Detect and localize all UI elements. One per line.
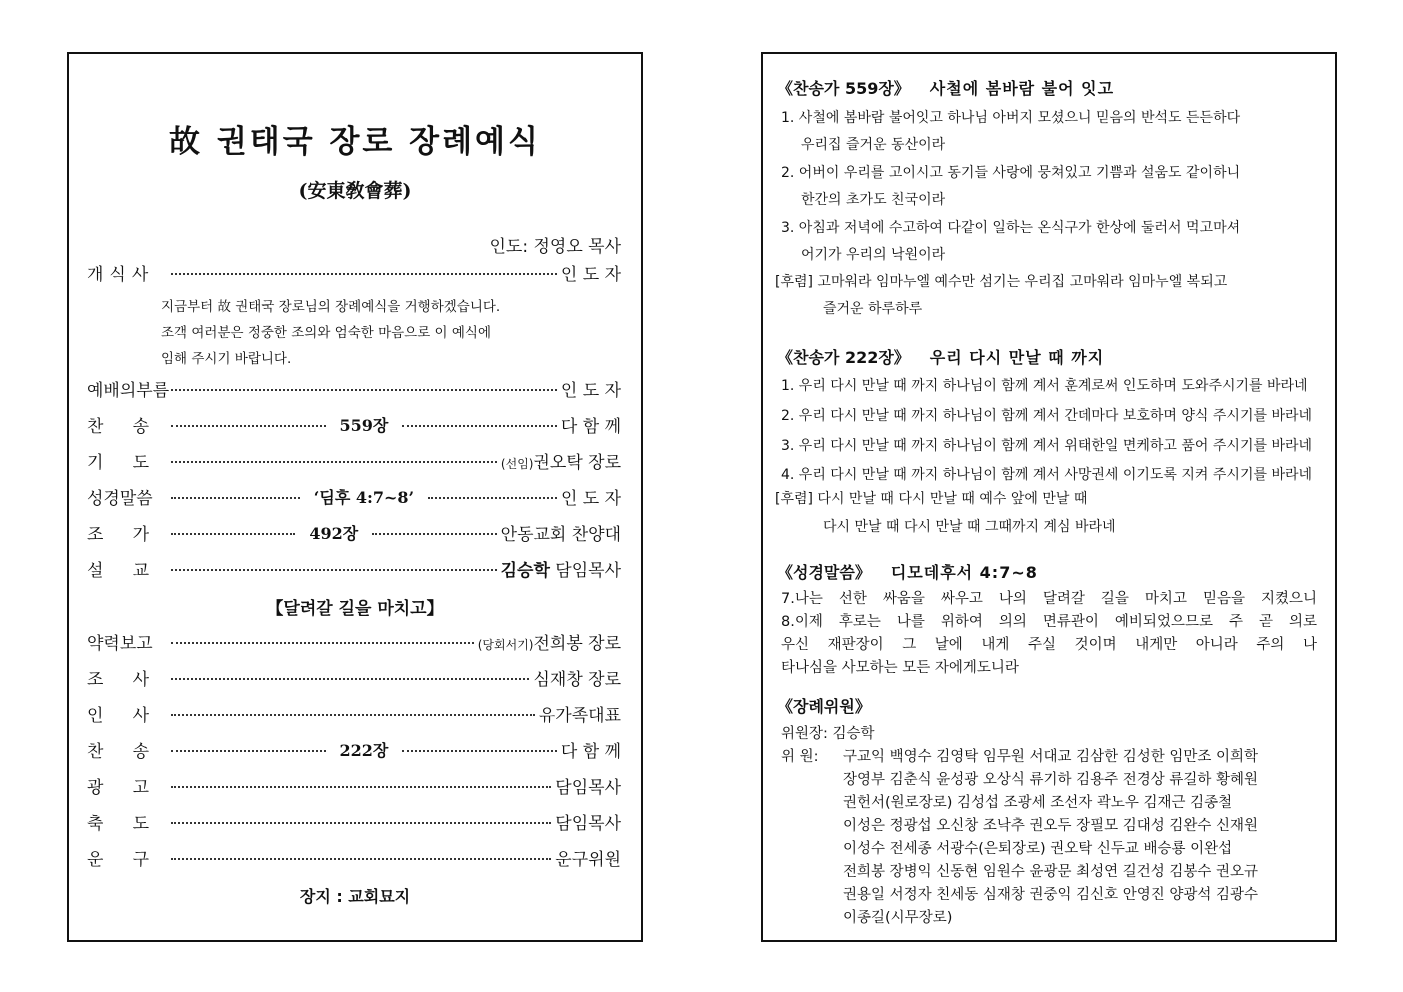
- preacher-name: 김승학: [500, 560, 550, 581]
- program-label-char: 사: [132, 669, 149, 690]
- program-person: [501, 448, 621, 473]
- leader-dots: [171, 425, 326, 427]
- scripture-reference: 디모데후서 4:7~8: [890, 563, 1038, 582]
- leader-dots: [171, 822, 551, 824]
- order-of-service-panel: [67, 52, 643, 942]
- hymn-number-label: 《찬송가 222장》: [777, 348, 910, 367]
- hymn-verse-line: 1. 사철에 봄바람 불어잇고 하나님 아버지 모셨으니 믿음의 반석도 든든하다: [781, 110, 1241, 126]
- program-person: 인 도 자: [560, 264, 621, 285]
- committee-members-label: [781, 745, 819, 766]
- program-label-char: 운: [87, 849, 104, 870]
- hymn-verse-line: 3. 우리 다시 만날 때 까지 하나님이 함께 계서 위태한일 면케하고 품어 주시기를 바라네: [781, 438, 1313, 454]
- committee-member-line: 이성은 정광섭 오신창 조낙추 권오두 장필모 김대성 김완수 신재원: [843, 818, 1259, 834]
- leader-dots: [171, 750, 326, 752]
- hymn-verse-line: 한간의 초가도 친국이라: [801, 192, 946, 208]
- program-person: [478, 629, 621, 654]
- hymn-title: 사철에 봄바람 불어 잇고: [929, 79, 1115, 98]
- program-label-char: 기: [87, 452, 104, 473]
- program-row: [87, 699, 621, 727]
- leader-dots: [171, 273, 557, 275]
- leader-dots: [171, 533, 295, 535]
- hymn-559-heading: [777, 76, 1114, 99]
- committee-member-line: 구교익 백영수 김영탁 임무원 서대교 김삼한 김성한 임만조 이희학: [843, 749, 1259, 765]
- leader-dots: [171, 389, 557, 391]
- committee-member-line: 권용일 서정자 친세동 심재창 권중익 김신호 안영진 양광석 김광수: [843, 887, 1259, 903]
- program-label-char: 고: [132, 777, 149, 798]
- program-row: [87, 843, 621, 871]
- leader-dots: [171, 497, 300, 499]
- program-row: [87, 374, 621, 402]
- program-row-opening: [87, 258, 621, 286]
- program-person: 담임목사: [555, 813, 621, 834]
- program-row: [87, 807, 621, 835]
- hymn-222-heading: [777, 345, 1104, 368]
- scripture-line: 7.나는 선한 싸움을 싸우고 나의 달려갈 길을 마치고 믿음을 지켰으니: [781, 591, 1317, 607]
- program-row: [87, 482, 621, 510]
- program-label: [87, 556, 149, 581]
- program-label-char: 축: [87, 813, 104, 834]
- officiant-line: 인도: 정영오 목사: [489, 237, 621, 257]
- leader-dots: [171, 642, 474, 644]
- scripture-line: 우신 재판장이 그 날에 내게 주실 것이며 내게만 아니라 주의 나: [781, 637, 1317, 653]
- program-person: 운구위원: [555, 849, 621, 870]
- program-label-char: 사: [132, 705, 149, 726]
- scripture-heading: [777, 560, 1038, 583]
- leader-dots: [372, 533, 496, 535]
- program-row: [87, 735, 621, 763]
- committee-member-line: 권헌서(원로장로) 김성섭 조광세 조선자 곽노우 김재근 김종철: [843, 795, 1233, 811]
- committee-chair-name: 김승학: [832, 726, 875, 742]
- program-person: 담임목사: [555, 777, 621, 798]
- program-label: 개식사: [87, 264, 155, 285]
- program-label: [87, 845, 149, 870]
- program-label: 약력보고: [87, 633, 153, 654]
- program-label-char: 교: [132, 560, 149, 581]
- person-name: 권오탁 장로: [533, 452, 621, 473]
- opening-statement-line: 임해 주시기 바랍니다.: [161, 351, 292, 367]
- committee-member-line: 장영부 김춘식 윤성광 오상식 류기하 김용주 전경상 류길하 황혜원: [843, 772, 1259, 788]
- program-label-char: 조: [87, 669, 104, 690]
- committee-chair-row: [781, 722, 875, 743]
- program-hymn-number: 559장: [339, 415, 389, 435]
- program-label: [87, 809, 149, 834]
- program-row: [87, 627, 621, 655]
- committee-member-line: 전희봉 장병익 신동현 임원수 윤광문 최성연 길건성 김봉수 권오규: [843, 864, 1259, 880]
- program-label-char: 구: [132, 849, 149, 870]
- committee-heading: 《장례위원》: [777, 697, 871, 716]
- program-person: [501, 556, 621, 581]
- opening-statement-line: 조객 여러분은 정중한 조의와 엄숙한 마음으로 이 예식에: [161, 325, 491, 341]
- program-row: [87, 518, 621, 546]
- program-person: 유가족대표: [538, 705, 621, 726]
- program-label: [87, 773, 149, 798]
- leader-dots: [402, 425, 557, 427]
- committee-members-label-text: 위 원:: [781, 749, 819, 765]
- program-label: [87, 520, 149, 545]
- leader-dots: [171, 786, 551, 788]
- leader-dots: [171, 678, 529, 680]
- leader-dots: [402, 750, 557, 752]
- hymn-number-label: 《찬송가 559장》: [777, 79, 910, 98]
- hymn-verse-line: 3. 아침과 저녁에 수고하여 다같이 일하는 온식구가 한상에 둘러서 먹고마셔: [781, 220, 1241, 236]
- opening-statement: [161, 294, 500, 372]
- hymn-refrain-line: [후렴] 고마워라 임마누엘 예수만 섬기는 우리집 고마워라 임마누엘 복되고: [775, 274, 1228, 290]
- hymns-and-committee-panel: [761, 52, 1337, 942]
- program-label-char: 설: [87, 560, 104, 581]
- program-label: [87, 412, 149, 437]
- program-person: 다 함 께: [560, 416, 621, 437]
- program-label-char: 광: [87, 777, 104, 798]
- hymn-verse-line: 2. 우리 다시 만날 때 까지 하나님이 함께 계서 간데마다 보호하며 양식 주시기를 바라네: [781, 408, 1313, 424]
- program-person: 다 함 께: [560, 741, 621, 762]
- section-heading: 【달려갈 길을 마치고】: [266, 599, 444, 619]
- program-label-char: 도: [132, 452, 149, 473]
- scripture-label: 《성경말씀》: [777, 563, 871, 582]
- opening-statement-line: 지금부터 故 권태국 장로님의 장례예식을 거행하겠습니다.: [161, 299, 501, 315]
- leader-dots: [171, 569, 497, 571]
- scripture-line: 8.이제 후로는 나를 위하여 의의 면류관이 예비되었으므로 주 곧 의로: [781, 614, 1317, 630]
- program-label-char: 도: [132, 813, 149, 834]
- program-label-char: 송: [132, 741, 149, 762]
- leader-dots: [171, 714, 535, 716]
- program-row: [87, 663, 621, 691]
- scripture-line: 타나심을 사모하는 모든 자에게도니라: [781, 660, 1019, 676]
- funeral-subtitle: (安東敎會葬): [298, 180, 412, 202]
- program-label-char: 인: [87, 705, 104, 726]
- committee-member-line: 이종길(시무장로): [843, 910, 953, 926]
- burial-place: 장지 : 교회묘지: [299, 887, 411, 906]
- program-label: 성경말씀: [87, 488, 153, 509]
- program-hymn-number: 222장: [339, 740, 389, 760]
- program-label: 예배의부름: [87, 380, 170, 401]
- program-row: [87, 554, 621, 582]
- program-label-char: 가: [132, 524, 149, 545]
- program-person: 인 도 자: [560, 488, 622, 509]
- program-label: [87, 737, 149, 762]
- program-row: [87, 771, 621, 799]
- program-label-char: 송: [132, 416, 149, 437]
- program-person: 인 도 자: [560, 380, 621, 401]
- hymn-refrain-line: 즐거운 하루하루: [823, 301, 923, 317]
- leader-dots: [171, 461, 497, 463]
- person-role: (당회서기): [477, 637, 534, 652]
- hymn-verse-line: 어기가 우리의 낙원이라: [801, 247, 946, 263]
- hymn-verse-line: 2. 어버이 우리를 고이시고 동기들 사랑에 뭉쳐있고 기쁨과 설움도 같이하니: [781, 165, 1241, 181]
- program-label-char: 찬: [87, 416, 104, 437]
- leader-dots: [171, 858, 551, 860]
- person-name: 전희봉 장로: [533, 633, 621, 654]
- hymn-verse-line: 우리집 즐거운 동산이라: [801, 137, 946, 153]
- hymn-refrain-line: 다시 만날 때 다시 만날 때 그때까지 계심 바라네: [823, 519, 1116, 535]
- funeral-title: 故 권태국 장로 장례예식: [169, 124, 541, 160]
- hymn-verse-line: 4. 우리 다시 만날 때 까지 하나님이 함께 계서 사망권세 이기도록 지켜 주시기를 바라네: [781, 467, 1313, 483]
- committee-chair-label: 위원장:: [781, 726, 828, 742]
- program-label: [87, 448, 149, 473]
- program-label: [87, 701, 149, 726]
- program-label-char: 찬: [87, 741, 104, 762]
- program-label: [87, 665, 149, 690]
- program-row: [87, 446, 621, 474]
- committee-member-line: 이성수 전세종 서광수(은퇴장로) 권오탁 신두교 배승룡 이완섭: [843, 841, 1233, 857]
- leader-dots: [428, 497, 557, 499]
- program-hymn-number: 492장: [309, 523, 359, 543]
- program-label-char: 조: [87, 524, 104, 545]
- program-person: 안동교회 찬양대: [500, 524, 621, 545]
- program-scripture: ‘딤후 4:7~8’: [313, 487, 415, 507]
- hymn-refrain-line: [후렴] 다시 만날 때 다시 만날 때 예수 앞에 만날 때: [775, 491, 1088, 507]
- program-row: [87, 410, 621, 438]
- program-person: 심재창 장로: [533, 669, 621, 690]
- person-role: (선임): [500, 456, 534, 471]
- hymn-verse-line: 1. 우리 다시 만날 때 까지 하나님이 함께 계서 훈계로써 인도하며 도와주시기를 바라네: [781, 378, 1308, 394]
- preacher-title: 담임목사: [549, 560, 621, 581]
- hymn-title: 우리 다시 만날 때 까지: [929, 348, 1105, 367]
